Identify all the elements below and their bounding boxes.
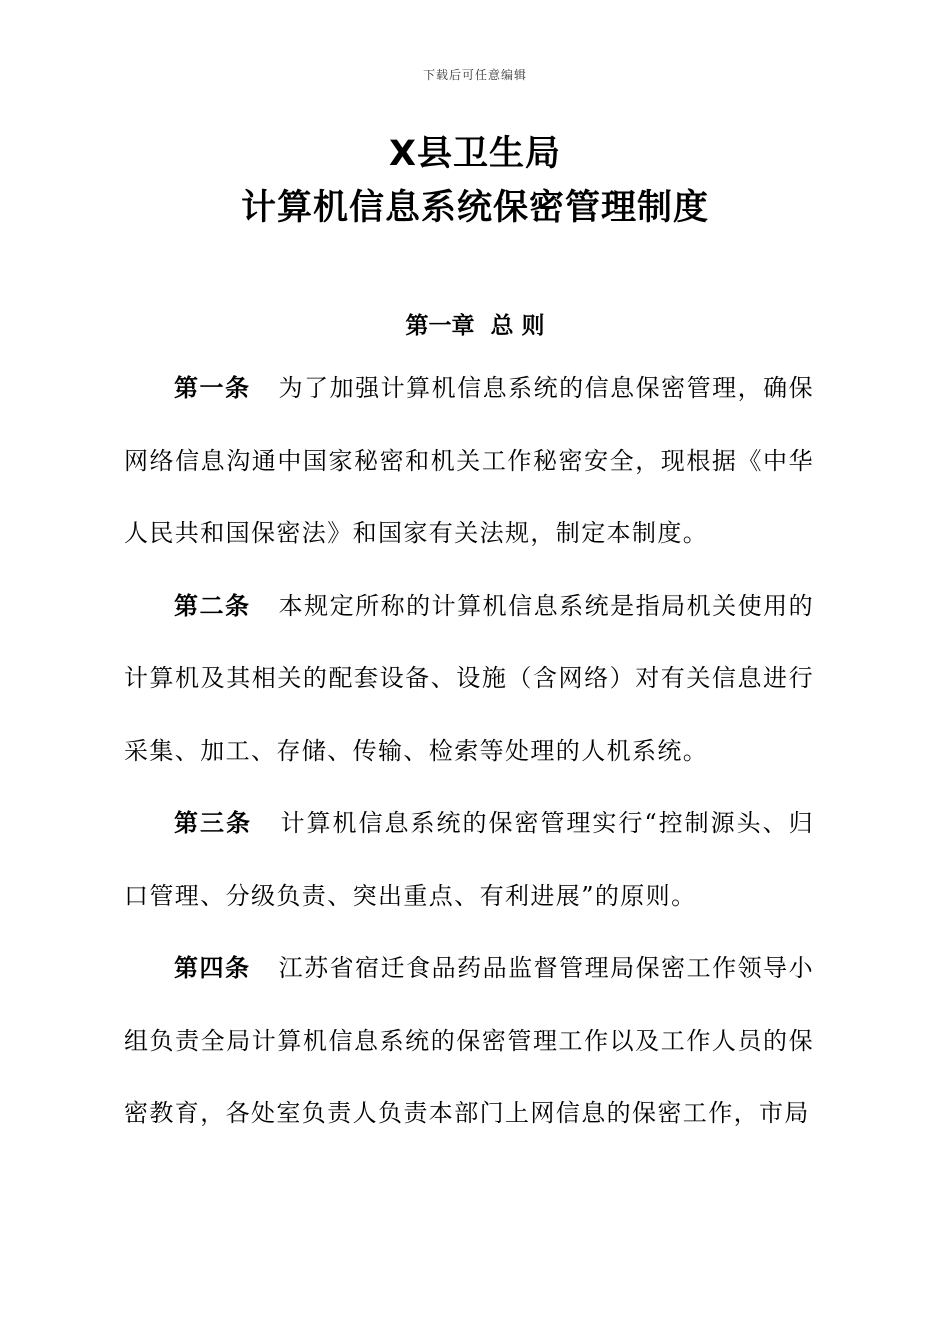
article-label: 第四条: [174, 954, 251, 982]
article-text: 计算机信息系统的保密管理实行“控制源头、归口管理、分级负责、突出重点、有利进展”的原则。: [124, 809, 814, 910]
article-text: 江苏省宿迁食品药品监督管理局保密工作领导小组负责全局计算机信息系统的保密管理工作以及工作人员的保密教育，各处室负责人负责本部门上网信息的保密工作，市局: [124, 954, 814, 1127]
header-note: 下载后可任意编辑: [422, 68, 527, 82]
article-label: 第三条: [174, 809, 252, 837]
chapter-name: 总 则: [490, 312, 545, 339]
article-text: 为了加强计算机信息系统的信息保密管理，确保网络信息沟通中国家秘密和机关工作秘密安全，现根据《中华人民共和国保密法》和国家有关法规，制定本制度。: [124, 374, 814, 547]
chapter-heading: [0, 307, 950, 340]
article-paragraph: [124, 352, 814, 570]
article-label: 第二条: [174, 591, 251, 620]
document-title-line2: 计算机信息系统保密管理制度: [240, 188, 709, 228]
article-paragraph: [124, 932, 814, 1150]
document-title-line1: X县卫生局: [389, 134, 561, 174]
chapter-label: 第一章: [405, 312, 475, 339]
article-text: 本规定所称的计算机信息系统是指局机关使用的计算机及其相关的配套设备、设施（含网络）对有关信息进行采集、加工、存储、传输、检索等处理的人机系统。: [124, 591, 814, 765]
article-paragraph: [124, 570, 814, 788]
article-paragraph: [124, 787, 814, 932]
article-label: 第一条: [174, 374, 251, 402]
document-body: [124, 352, 814, 1150]
